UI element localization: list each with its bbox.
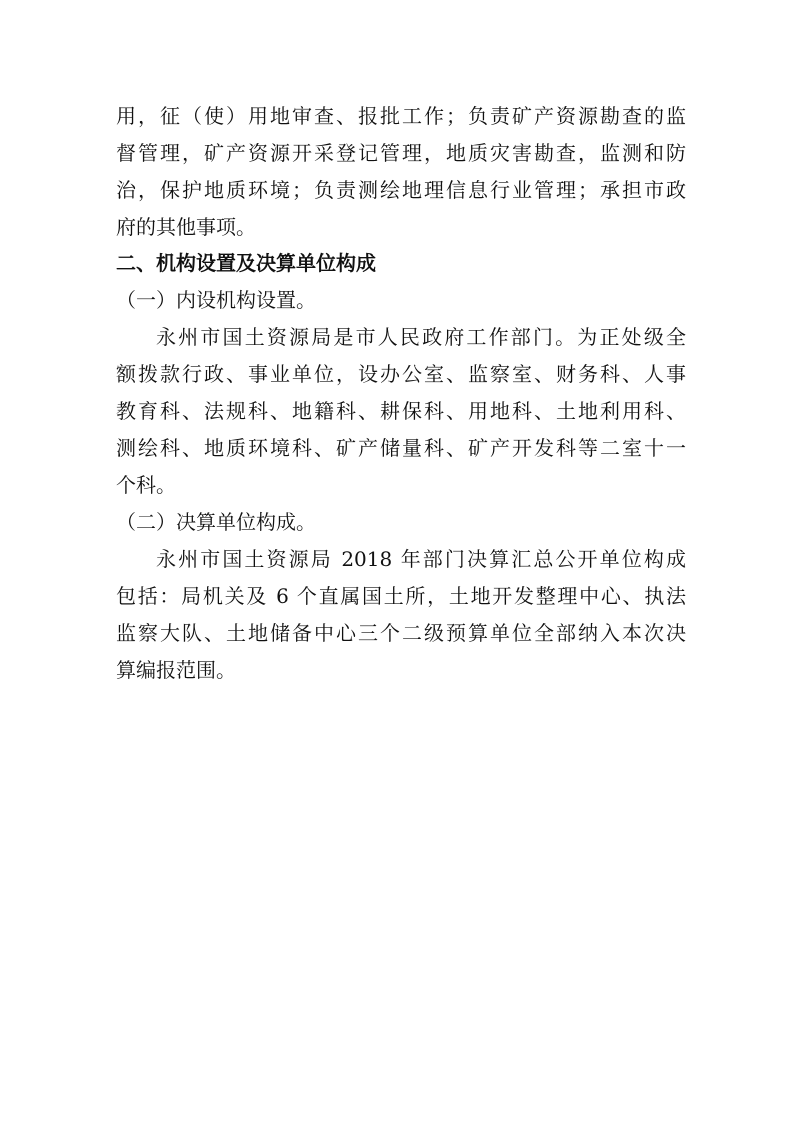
paragraph-line: 测绘科、地质环境科、矿产储量科、矿产开发科等二室十一 (116, 436, 686, 460)
paragraph-line: 包括：局机关及 6 个直属国土所，土地开发整理中心、执法 (116, 584, 686, 608)
subsection-heading: （二）决算单位构成。 (116, 510, 316, 534)
paragraph-line: 额拨款行政、事业单位，设办公室、监察室、财务科、人事 (116, 362, 686, 386)
subsection-heading: （一）内设机构设置。 (116, 288, 316, 312)
section-heading: 二、机构设置及决算单位构成 (116, 251, 376, 275)
paragraph-line: 永州市国土资源局是市人民政府工作部门。为正处级全 (156, 325, 686, 349)
paragraph-line: 用，征（使）用地审查、报批工作；负责矿产资源勘查的监 (116, 104, 686, 128)
paragraph-line: 监察大队、土地储备中心三个二级预算单位全部纳入本次决 (116, 621, 686, 645)
paragraph-line: 府的其他事项。 (116, 215, 256, 239)
paragraph-line: 永州市国土资源局 2018 年部门决算汇总公开单位构成 (156, 547, 686, 571)
paragraph-line: 个科。 (116, 473, 176, 497)
paragraph-line: 督管理，矿产资源开采登记管理，地质灾害勘查，监测和防 (116, 141, 686, 165)
paragraph-line: 治，保护地质环境；负责测绘地理信息行业管理；承担市政 (116, 178, 686, 202)
paragraph-line: 教育科、法规科、地籍科、耕保科、用地科、土地利用科、 (116, 399, 686, 423)
paragraph-line: 算编报范围。 (116, 658, 236, 682)
